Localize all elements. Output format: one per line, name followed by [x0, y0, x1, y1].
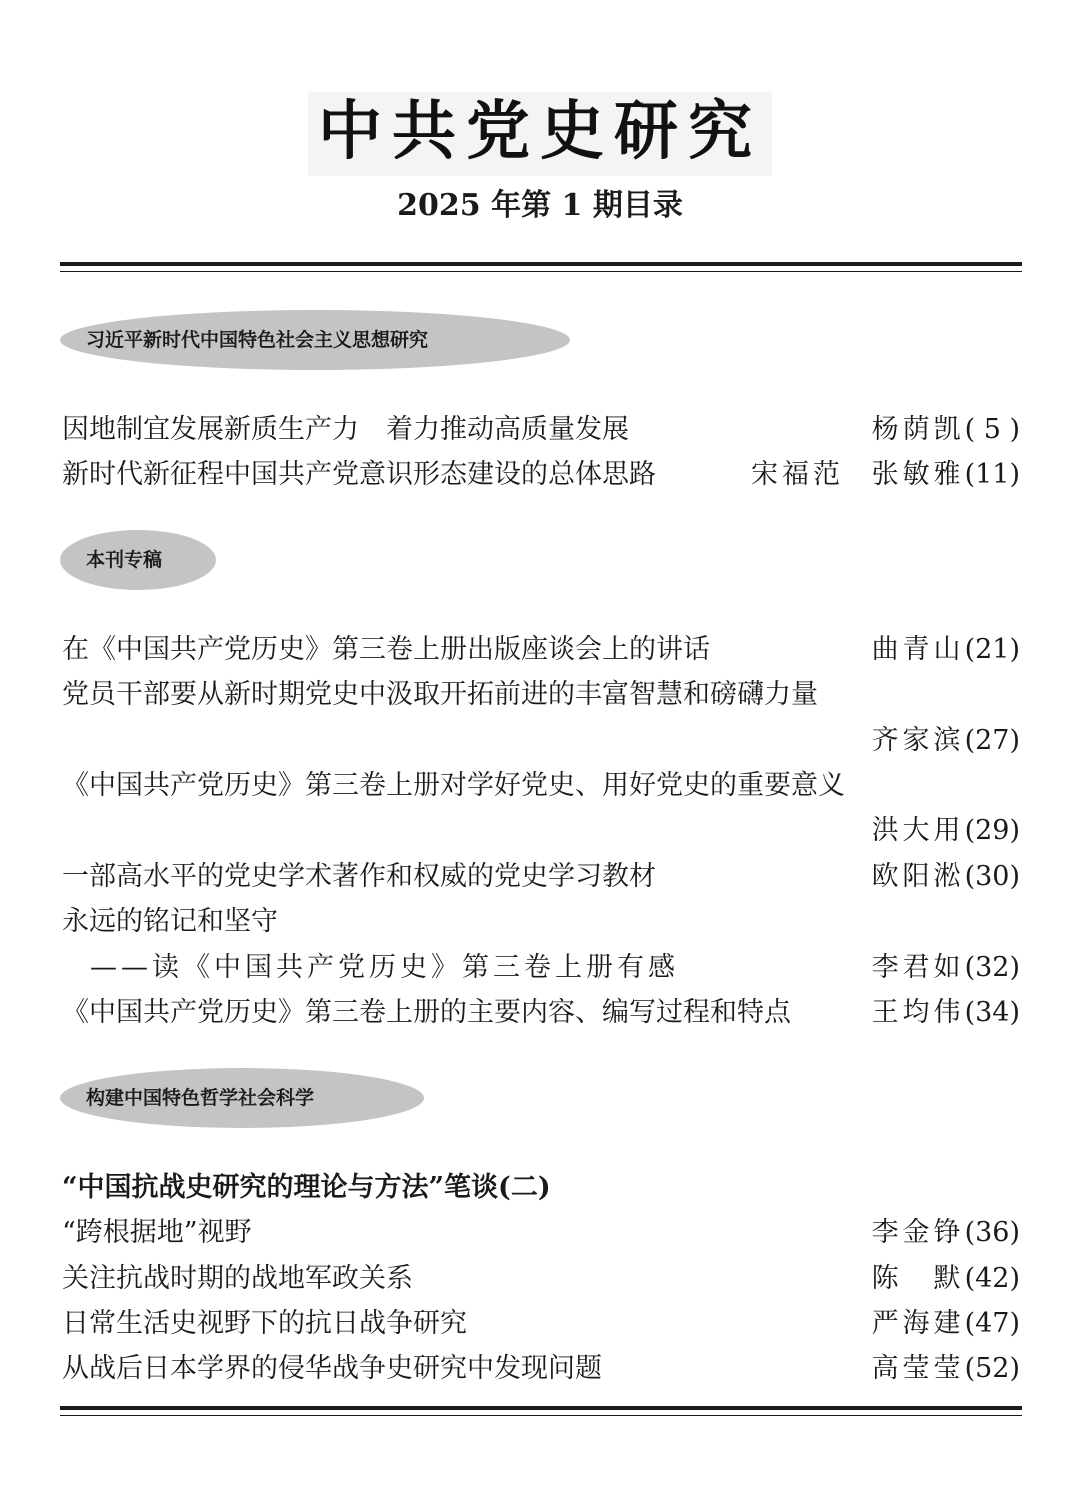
entry-author: 杨荫凯 — [871, 414, 965, 445]
entry-title: 从战后日本学界的侵华战争史研究中发现问题 — [62, 1353, 602, 1384]
entry-page: (52) — [964, 1353, 1020, 1384]
entry-title: 在《中国共产党历史》第三卷上册出版座谈会上的讲话 — [62, 634, 710, 665]
entry-author-page — [872, 857, 1020, 897]
toc-entry[interactable] — [62, 902, 1020, 942]
entry-author: 洪大用 — [871, 815, 965, 846]
entry-page: (21) — [964, 634, 1020, 665]
entry-page: (29) — [964, 815, 1020, 846]
entry-title: 日常生活史视野下的抗日战争研究 — [62, 1308, 467, 1339]
entry-page: (30) — [964, 861, 1020, 892]
entry-title: 永远的铭记和坚守 — [62, 906, 278, 937]
entry-author: 王均伟 — [871, 997, 965, 1028]
entry-title: 《中国共产党历史》第三卷上册对学好党史、用好党史的重要意义 — [62, 770, 845, 801]
issue-heading: 2025 年第 1 期目录 — [397, 188, 683, 223]
masthead — [0, 92, 1080, 176]
entry-page: (11) — [964, 459, 1020, 490]
entry-coauthor: 宋福范 — [751, 459, 844, 490]
entry-author-page — [872, 1213, 1020, 1253]
toc-entry[interactable] — [62, 1304, 1020, 1344]
entry-author: 张敏雅 — [871, 459, 965, 490]
section-label-xi-thought: 习近平新时代中国特色社会主义思想研究 — [60, 310, 570, 370]
entry-author-page — [872, 1259, 1020, 1299]
entry-page: (34) — [964, 997, 1020, 1028]
entry-title: 一部高水平的党史学术著作和权威的党史学习教材 — [62, 861, 656, 892]
journal-title-logo: 中共党史研究 — [308, 92, 772, 176]
toc-entry[interactable] — [62, 1349, 1020, 1389]
entry-author: 齐家滨 — [871, 725, 965, 756]
forum-heading[interactable] — [62, 1168, 1020, 1208]
entry-page: (27) — [964, 725, 1020, 756]
entry-page: (32) — [964, 952, 1020, 983]
entry-author-page — [872, 410, 1020, 450]
entry-author-page — [872, 1349, 1020, 1389]
entry-author-page — [872, 811, 1020, 851]
toc-entry-continuation — [62, 721, 1020, 761]
entry-author-page — [872, 455, 1020, 495]
entry-author-page — [872, 948, 1020, 988]
entry-page: (42) — [964, 1263, 1020, 1294]
toc-entry[interactable] — [62, 410, 1020, 450]
entry-title: 新时代新征程中国共产党意识形态建设的总体思路 — [62, 459, 656, 490]
top-divider — [60, 262, 1022, 272]
entry-author-page — [872, 630, 1020, 670]
entry-author-page — [872, 1304, 1020, 1344]
entry-title: “跨根据地”视野 — [62, 1217, 252, 1248]
toc-entry[interactable] — [62, 1213, 1020, 1253]
entry-author: 李金铮 — [871, 1217, 965, 1248]
entry-title: 因地制宜发展新质生产力 着力推动高质量发展 — [62, 414, 629, 445]
toc-entry-subtitle — [62, 948, 1020, 988]
bottom-divider — [60, 1406, 1022, 1416]
toc-entry[interactable] — [62, 766, 1020, 806]
toc-entry[interactable] — [62, 993, 1020, 1033]
toc-entry[interactable] — [62, 630, 1020, 670]
toc-entry[interactable] — [62, 675, 1020, 715]
entry-page: (47) — [964, 1308, 1020, 1339]
entry-page: (36) — [964, 1217, 1020, 1248]
entry-page: ( 5 ) — [964, 414, 1020, 445]
entry-author: 高莹莹 — [871, 1353, 965, 1384]
toc-entry[interactable] — [62, 857, 1020, 897]
entry-title: 党员干部要从新时期党史中汲取开拓前进的丰富智慧和磅礴力量 — [62, 679, 818, 710]
entry-author: 李君如 — [871, 952, 965, 983]
toc-entry[interactable] — [62, 1259, 1020, 1299]
section-label-philosophy-social-science: 构建中国特色哲学社会科学 — [60, 1068, 424, 1128]
entry-author: 欧阳淞 — [871, 861, 965, 892]
entry-subtitle: ——读《中国共产党历史》第三卷上册有感 — [90, 952, 679, 983]
toc-entry-continuation — [62, 811, 1020, 851]
entry-author: 严海建 — [871, 1308, 965, 1339]
entry-author-page — [872, 721, 1020, 761]
toc-entry[interactable] — [62, 455, 1020, 495]
entry-author: 陈 默 — [871, 1263, 965, 1294]
entry-author: 曲青山 — [871, 634, 965, 665]
entry-title: 关注抗战时期的战地军政关系 — [62, 1263, 413, 1294]
forum-title: “中国抗战史研究的理论与方法”笔谈(二) — [62, 1172, 551, 1203]
entry-title: 《中国共产党历史》第三卷上册的主要内容、编写过程和特点 — [62, 997, 791, 1028]
section-label-special-articles: 本刊专稿 — [60, 530, 216, 590]
entry-author-page — [872, 993, 1020, 1033]
